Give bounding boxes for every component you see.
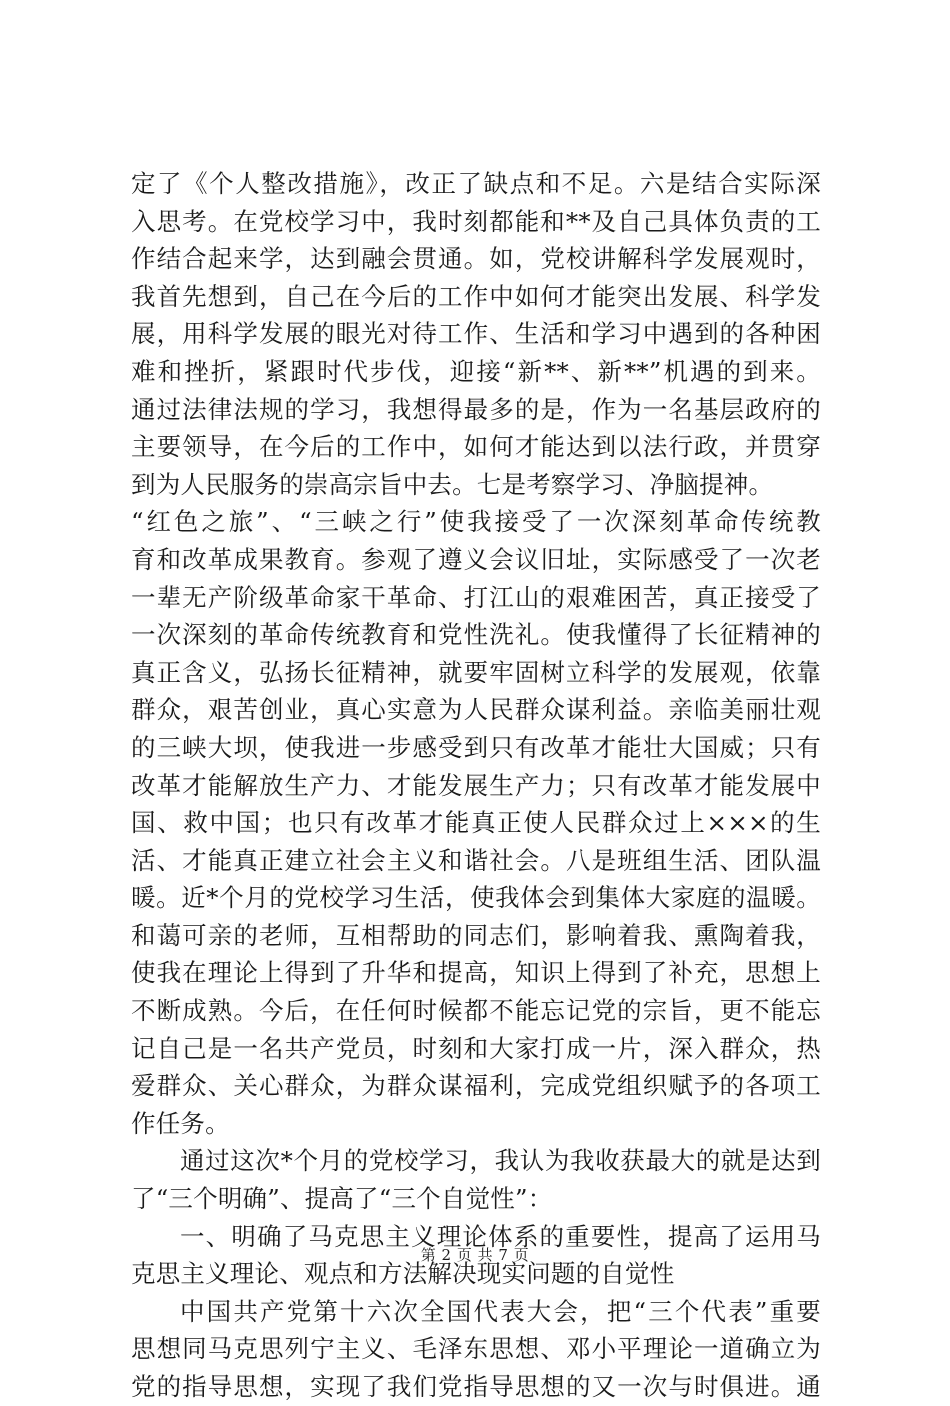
text-line: 入思考。在党校学习中，我时刻都能和**及自己具体负责的工 bbox=[131, 206, 821, 236]
text-line: 通过这次*个月的党校学习，我认为我收获最大的就是达到 bbox=[180, 1146, 821, 1176]
text-line: 通过法律法规的学习，我想得最多的是，作为一名基层政府的 bbox=[131, 394, 821, 424]
text-line: 和蔼可亲的老师，互相帮助的同志们，影响着我、熏陶着我， bbox=[131, 920, 821, 950]
text-line: 记自己是一名共产党员，时刻和大家打成一片，深入群众，热 bbox=[131, 1033, 821, 1063]
text-line: 思想同马克思列宁主义、毛泽东思想、邓小平理论一道确立为 bbox=[131, 1334, 821, 1364]
text-line: 我首先想到，自己在今后的工作中如何才能突出发展、科学发 bbox=[131, 281, 821, 311]
text-line: 群众，艰苦创业，真心实意为人民群众谋利益。亲临美丽壮观 bbox=[131, 695, 821, 725]
text-line: 主要领导，在今后的工作中，如何才能达到以法行政，并贯穿 bbox=[131, 432, 821, 462]
page-footer: 第 2 页 共 7 页 bbox=[420, 1246, 530, 1264]
text-line: 难和挫折，紧跟时代步伐，迎接“新**、新**”机遇的到来。 bbox=[131, 356, 821, 386]
text-line: 活、才能真正建立社会主义和谐社会。八是班组生活、团队温 bbox=[131, 845, 821, 875]
text-line: 一次深刻的革命传统教育和党性洗礼。使我懂得了长征精神的 bbox=[131, 620, 821, 650]
text-line: 改革才能解放生产力、才能发展生产力；只有改革才能发展中 bbox=[131, 770, 821, 800]
text-line: 使我在理论上得到了升华和提高，知识上得到了补充，思想上 bbox=[131, 958, 821, 988]
text-line: 育和改革成果教育。参观了遵义会议旧址，实际感受了一次老 bbox=[131, 544, 821, 574]
text-line: 到为人民服务的崇高宗旨中去。七是考察学习、净脑提神。 bbox=[131, 469, 774, 499]
text-line: 作任务。 bbox=[131, 1108, 230, 1138]
text-line: 一辈无产阶级革命家干革命、打江山的艰难困苦，真正接受了 bbox=[131, 582, 821, 612]
text-line: 暖。近*个月的党校学习生活，使我体会到集体大家庭的温暖。 bbox=[131, 883, 821, 913]
text-line: 真正含义，弘扬长征精神，就要牢固树立科学的发展观，依靠 bbox=[131, 657, 821, 687]
section-heading-line: 一、明确了马克思主义理论体系的重要性，提高了运用马 bbox=[180, 1221, 821, 1251]
text-line: 定了《个人整改措施》，改正了缺点和不足。六是结合实际深 bbox=[131, 169, 821, 198]
text-line: 爱群众、关心群众，为群众谋福利，完成党组织赋予的各项工 bbox=[131, 1071, 821, 1101]
text-line: 中国共产党第十六次全国代表大会，把“三个代表”重要 bbox=[180, 1296, 821, 1326]
text-line: 不断成熟。今后，在任何时候都不能忘记党的宗旨，更不能忘 bbox=[131, 996, 821, 1026]
text-line: “红色之旅”、“三峡之行”使我接受了一次深刻革命传统教 bbox=[131, 507, 821, 537]
text-line: 的三峡大坝，使我进一步感受到只有改革才能壮大国威；只有 bbox=[131, 732, 821, 762]
text-line: 了“三个明确”、提高了“三个自觉性”： bbox=[131, 1184, 553, 1214]
body-text bbox=[131, 165, 821, 1406]
text-line: 党的指导思想，实现了我们党指导思想的又一次与时俱进。通 bbox=[131, 1372, 821, 1401]
text-line: 展，用科学发展的眼光对待工作、生活和学习中遇到的各种困 bbox=[131, 319, 821, 349]
text-line: 国、救中国；也只有改革才能真正使人民群众过上×××的生 bbox=[131, 808, 821, 838]
section-heading-line: 克思主义理论、观点和方法解决现实问题的自觉性 bbox=[131, 1259, 675, 1289]
text-line: 作结合起来学，达到融会贯通。如，党校讲解科学发展观时， bbox=[131, 244, 821, 274]
